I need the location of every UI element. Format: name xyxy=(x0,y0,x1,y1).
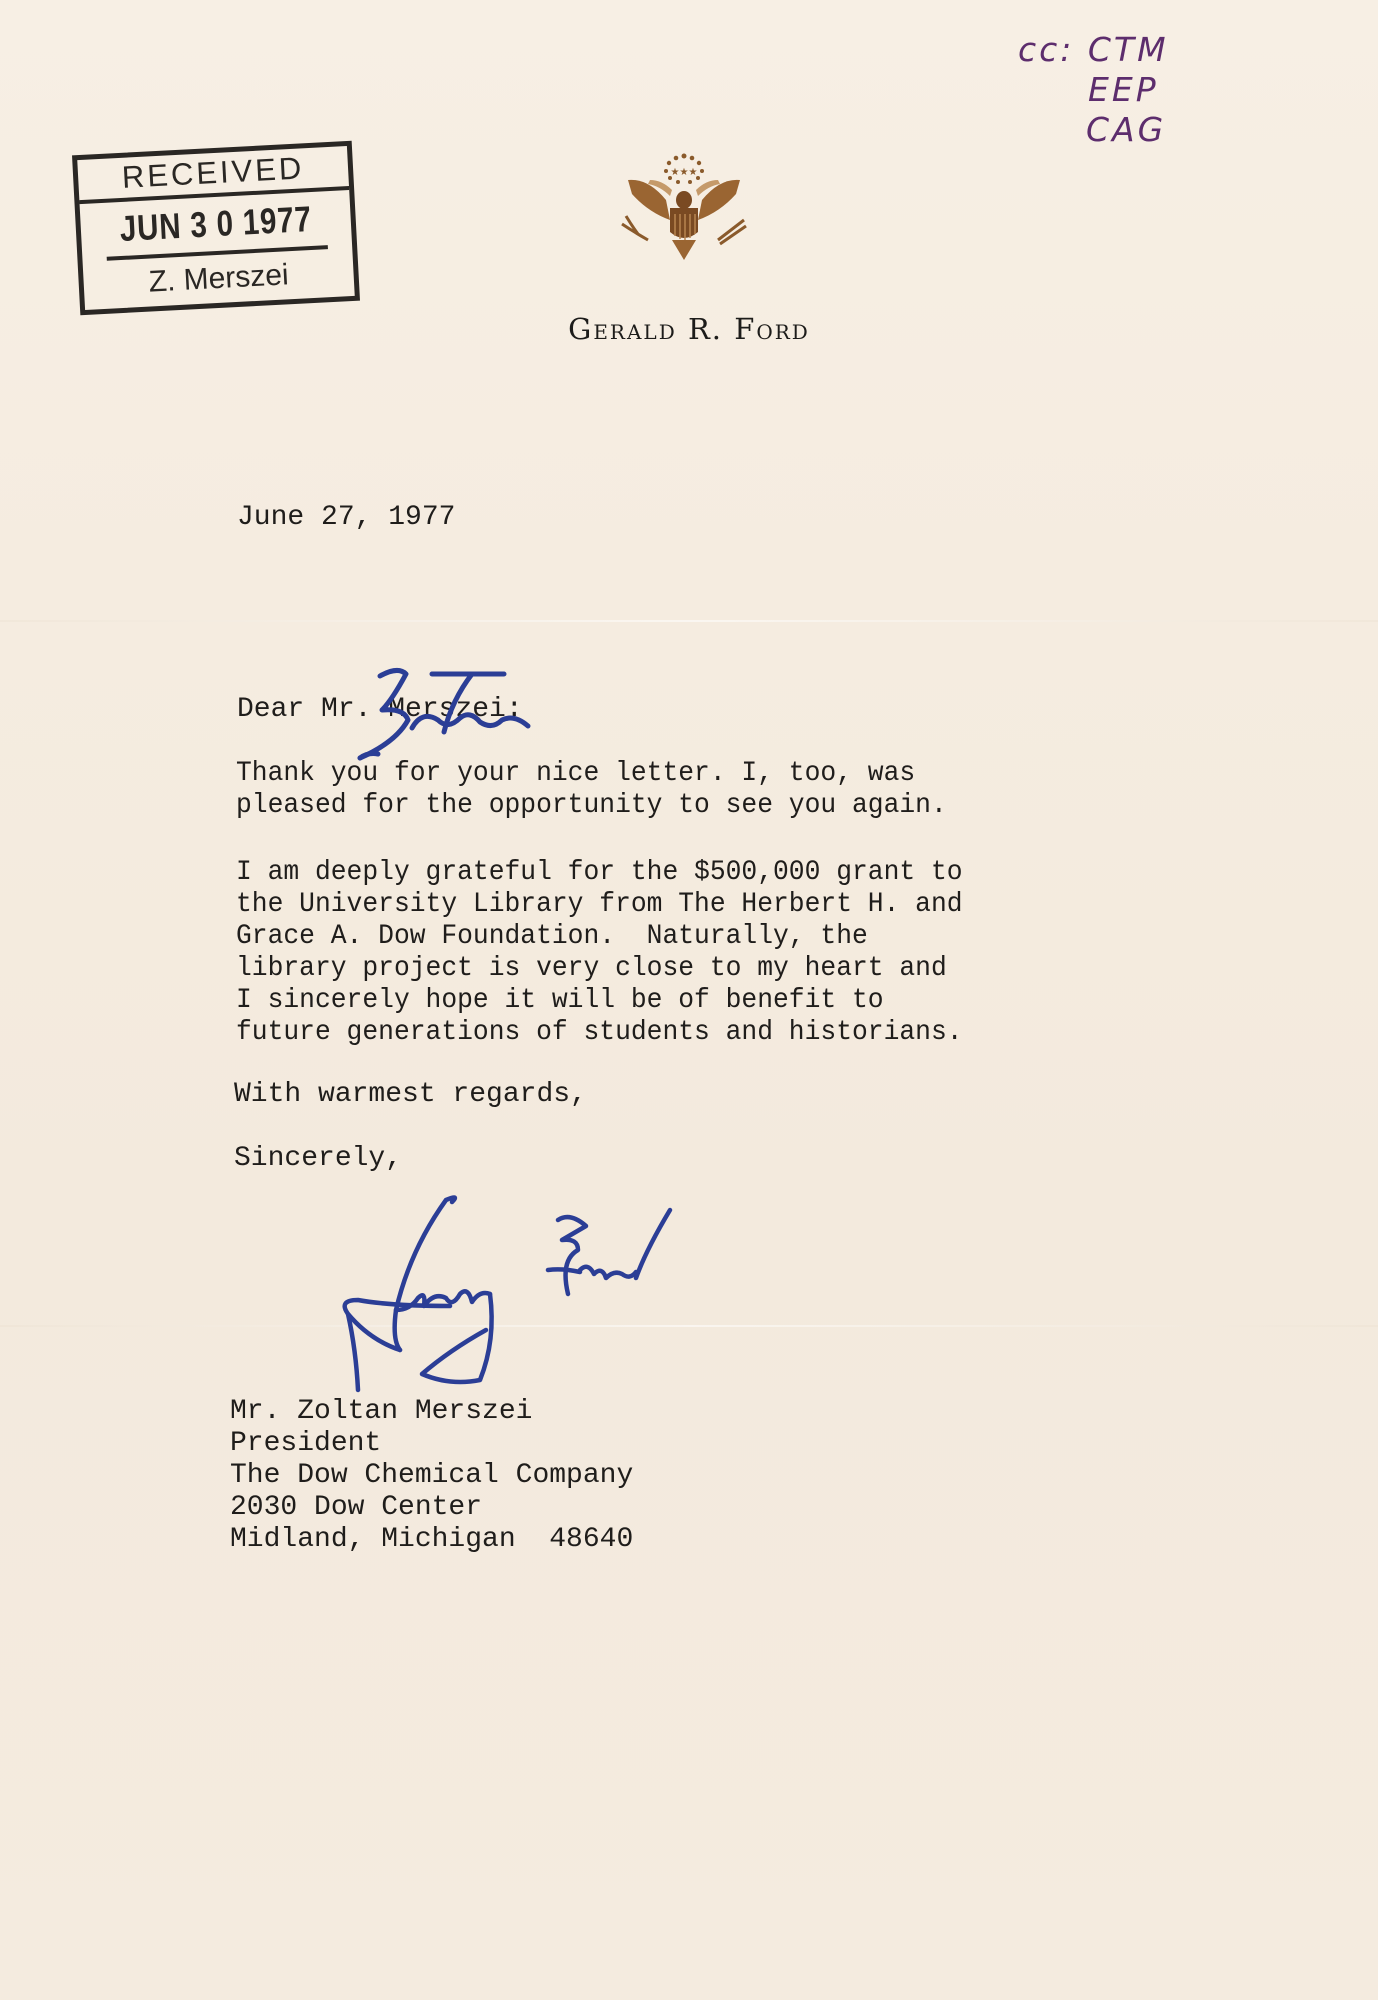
eagle-seal-icon xyxy=(618,150,750,262)
address-line: Mr. Zoltan Merszei xyxy=(230,1396,533,1427)
paragraph-line: library project is very close to my heart and xyxy=(236,953,947,984)
stamp-title: RECEIVED xyxy=(77,146,349,204)
stamp-date: JUN 3 0 1977 xyxy=(104,191,328,261)
paragraph-line: Grace A. Dow Foundation. Naturally, the xyxy=(236,921,868,952)
letterhead-name: Gerald R. Ford xyxy=(568,312,810,346)
cc-line: EEP xyxy=(1088,70,1159,109)
handwritten-first-name xyxy=(352,660,562,770)
address-line: Midland, Michigan 48640 xyxy=(230,1524,634,1555)
cc-line: cc: CTM xyxy=(1018,30,1169,69)
address-line: President xyxy=(230,1428,382,1459)
closing-regards: With warmest regards, xyxy=(234,1079,587,1110)
paragraph-line: future generations of students and historians. xyxy=(236,1017,963,1048)
paragraph-line: I sincerely hope it will be of benefit to xyxy=(236,985,884,1016)
address-line: 2030 Dow Center xyxy=(230,1492,483,1523)
salutation-prefix: Dear Mr. xyxy=(237,694,389,725)
svg-text:★★★: ★★★ xyxy=(670,167,698,178)
address-line: The Dow Chemical Company xyxy=(230,1460,634,1491)
letter-date: June 27, 1977 xyxy=(237,502,456,533)
stamp-recipient: Z. Merszei xyxy=(147,258,290,299)
paragraph-line: Thank you for your nice letter. I, too, was xyxy=(236,758,916,789)
recipient-address xyxy=(230,1396,633,1556)
cc-line: CAG xyxy=(1086,110,1167,149)
paragraph-line: I am deeply grateful for the $500,000 grant to xyxy=(236,857,963,888)
letter-paragraph-1 xyxy=(236,758,947,822)
signature-jerry-ford xyxy=(330,1190,760,1400)
closing-sincerely: Sincerely, xyxy=(234,1143,403,1174)
paragraph-line: the University Library from The Herbert H. and xyxy=(236,889,963,920)
letter-paragraph-2 xyxy=(236,857,963,1049)
salutation-typed-name: Merszei: xyxy=(388,694,523,725)
paragraph-line: pleased for the opportunity to see you again. xyxy=(236,790,947,821)
received-stamp xyxy=(72,141,360,315)
cc-note xyxy=(1018,30,1169,150)
paper-fold-line xyxy=(0,620,1378,622)
